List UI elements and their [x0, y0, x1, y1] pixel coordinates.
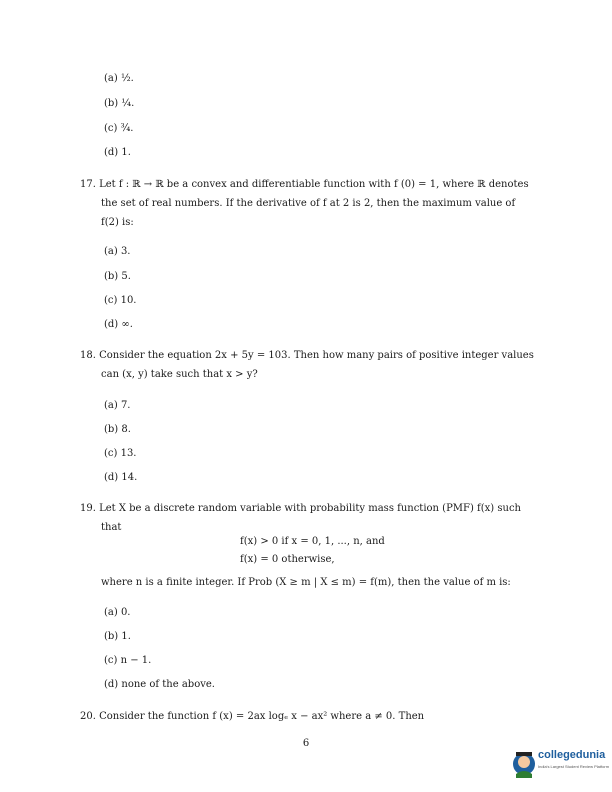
logo-brand-text: collegedunia [538, 749, 606, 761]
question-19 [80, 499, 544, 537]
prev-option-d: (d) 1. [104, 147, 131, 158]
q19-line2: that [101, 522, 122, 533]
q17-line2: the set of real numbers. If the derivative of f at 2 is 2, then the maximum value of [101, 198, 516, 209]
q17-line1: 17. Let f : ℝ → ℝ be a convex and differentiable function with f (0) = 1, where ℝ denotes [80, 179, 529, 190]
q18-option-c: (c) 13. [104, 448, 137, 459]
q19-equation-1: f(x) > 0 if x = 0, 1, ..., n, and [240, 536, 385, 547]
q19-option-a: (a) 0. [104, 607, 131, 618]
q18-option-b: (b) 8. [104, 424, 131, 435]
q19-line1: 19. Let X be a discrete random variable with probability mass function (PMF) f(x) such [80, 503, 521, 514]
q18-line1: 18. Consider the equation 2x + 5y = 103. Then how many pairs of positive integer values [80, 350, 534, 361]
q20-line1: 20. Consider the function f (x) = 2ax logₑ x − ax² where a ≠ 0. Then [80, 711, 425, 722]
logo-tagline: India's Largest Student Review Platform [538, 764, 610, 769]
question-18 [80, 346, 544, 384]
question-17 [80, 175, 544, 232]
q17-option-c: (c) 10. [104, 295, 137, 306]
q17-option-b: (b) 5. [104, 271, 131, 282]
q17-option-d: (d) ∞. [104, 319, 133, 330]
q19-option-b: (b) 1. [104, 631, 131, 642]
q17-line3: f(2) is: [101, 217, 134, 228]
q19-equation-2: f(x) = 0 otherwise, [240, 554, 335, 565]
q18-line2: can (x, y) take such that x > y? [101, 369, 258, 380]
q19-option-d: (d) none of the above. [104, 679, 215, 690]
q17-option-a: (a) 3. [104, 246, 131, 257]
prev-option-a: (a) ½. [104, 73, 134, 84]
page-number: 6 [302, 738, 310, 749]
q19-option-c: (c) n − 1. [104, 655, 152, 666]
prev-option-b: (b) ¼. [104, 98, 135, 109]
prev-option-c: (c) ¾. [104, 123, 134, 134]
q19-line3: where n is a finite integer. If Prob (X ≥ m | X ≤ m) = f(m), then the value of m is: [101, 577, 511, 588]
q18-option-a: (a) 7. [104, 400, 131, 411]
q18-option-d: (d) 14. [104, 472, 138, 483]
question-20 [80, 707, 544, 726]
